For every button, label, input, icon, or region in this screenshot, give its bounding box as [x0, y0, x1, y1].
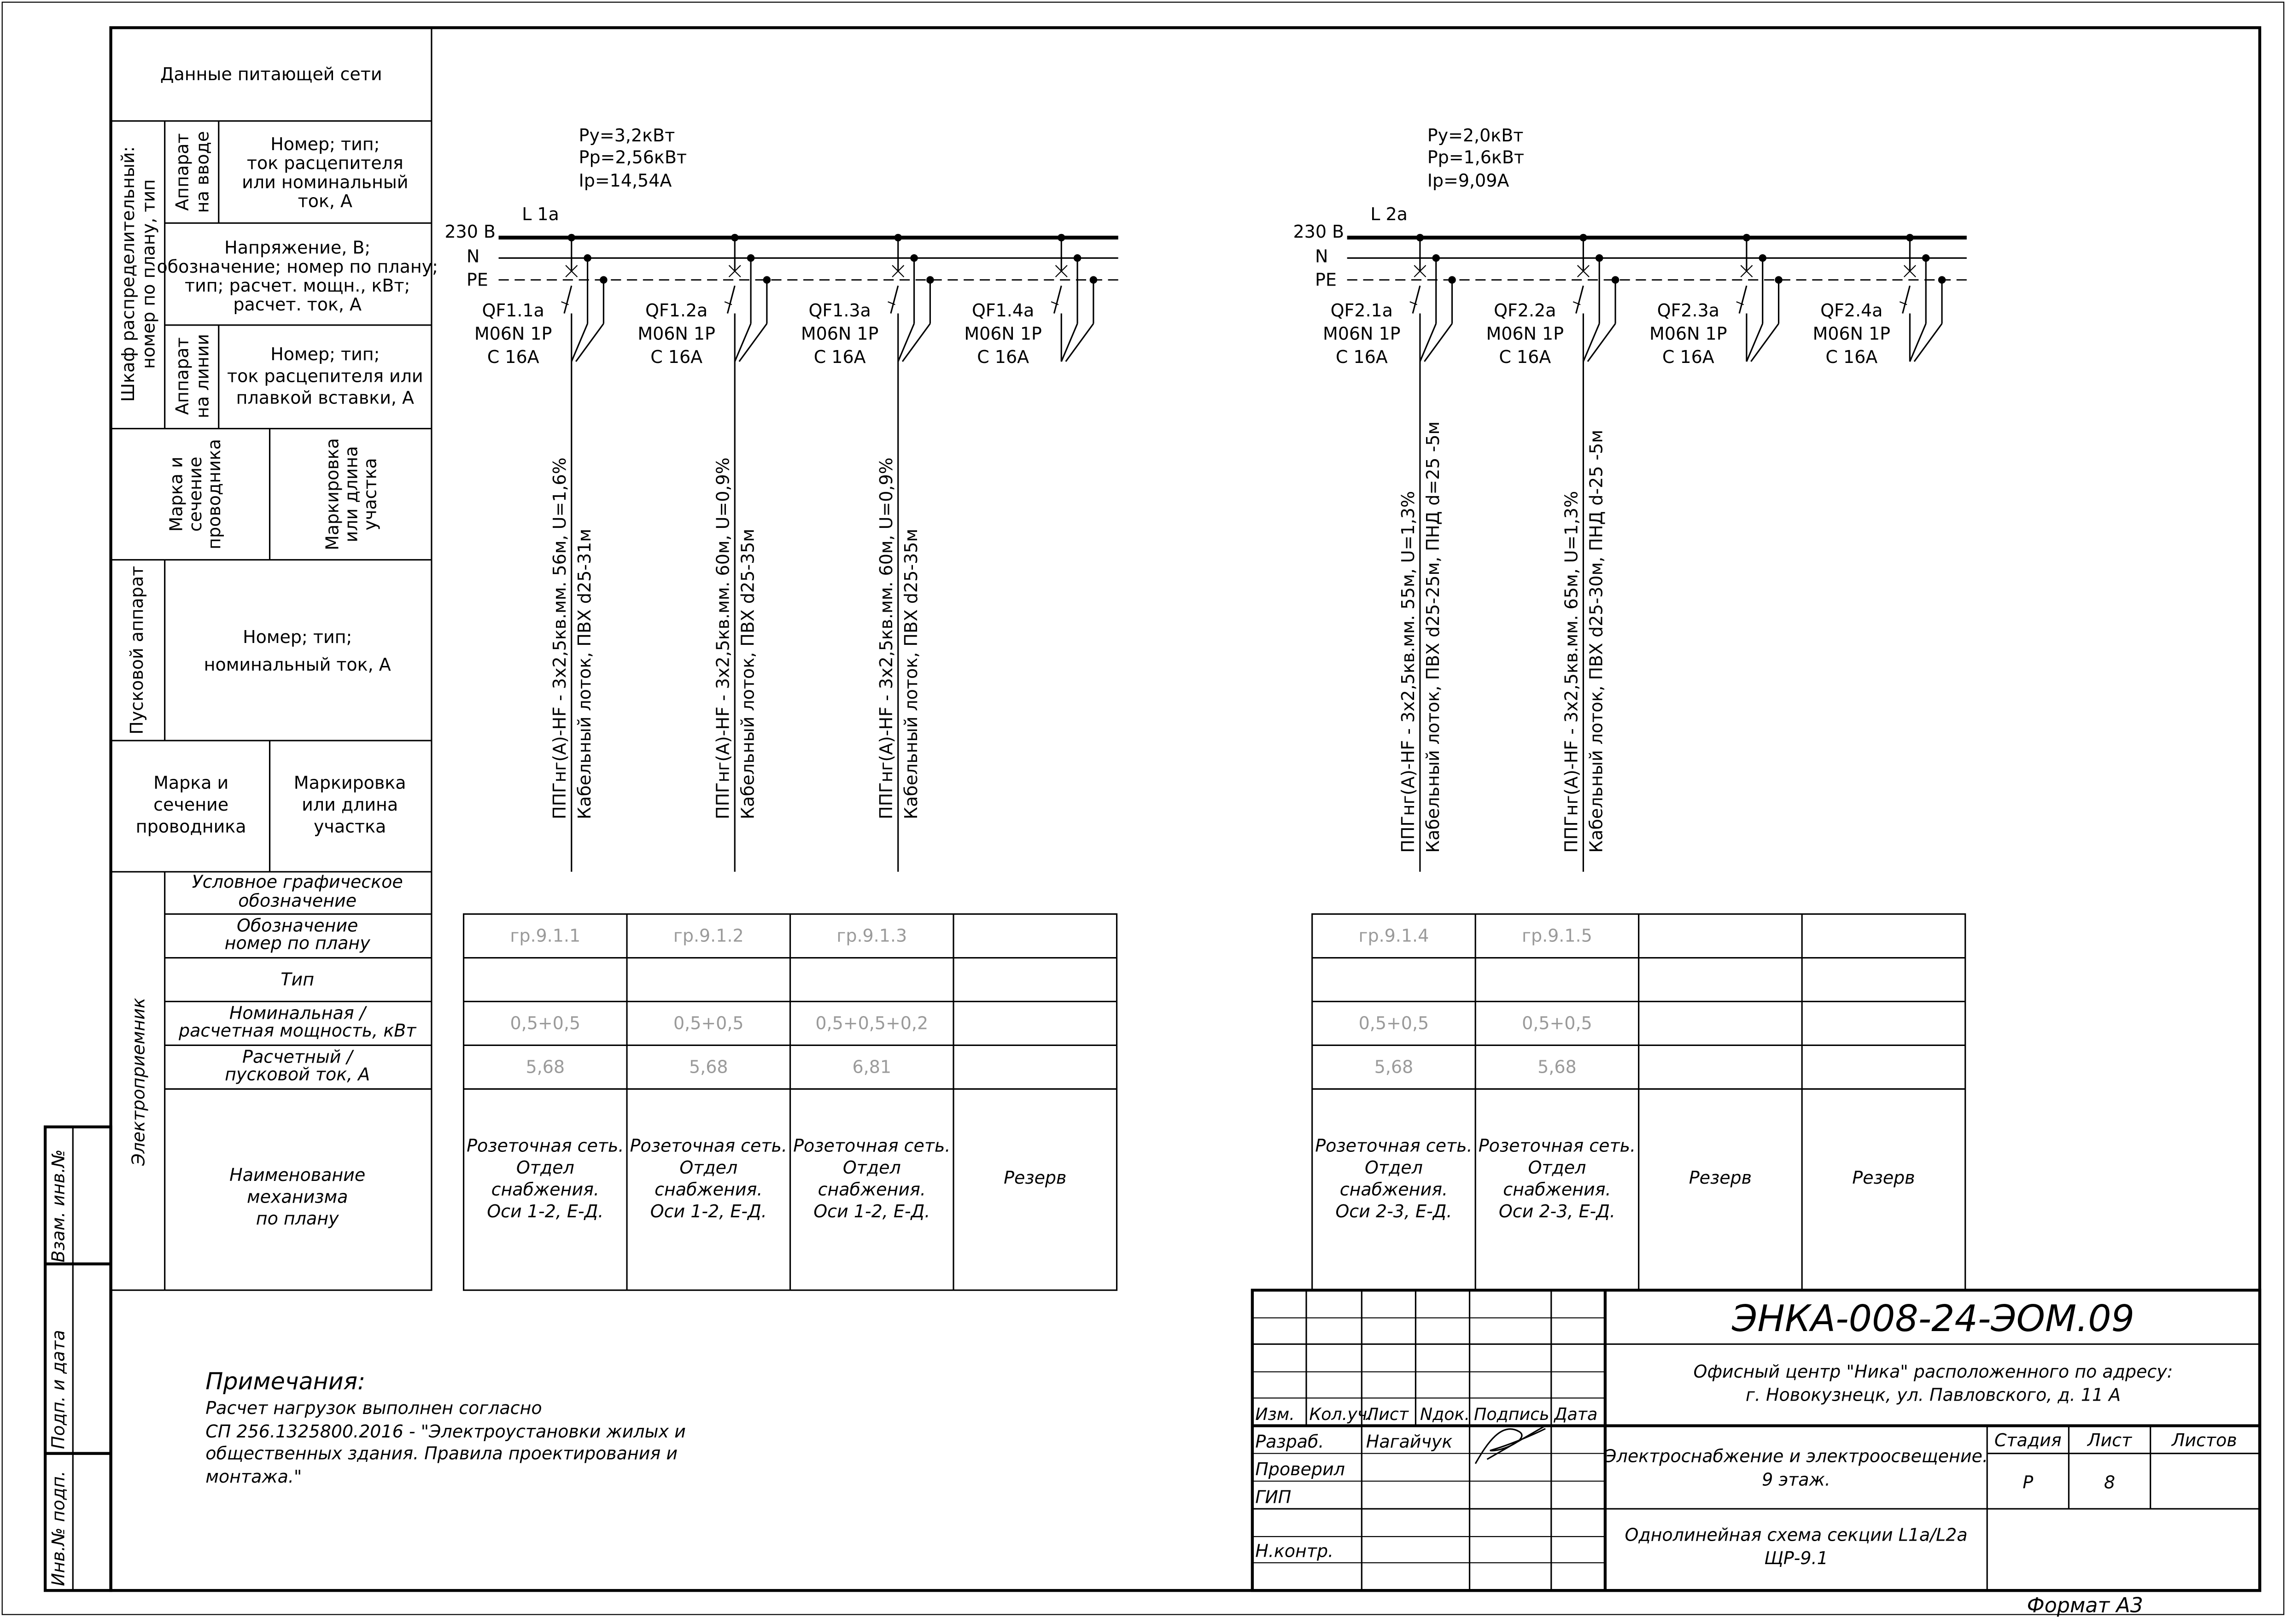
legend-cabinet — [118, 146, 158, 402]
consumer-name-line: Розеточная сеть. — [1315, 1135, 1473, 1156]
cable-spec: ППГнг(А)-HF - 3х2,5кв.мм. 55м, U=1,3% — [1398, 491, 1419, 853]
cable-route: Кабельный лоток, ПВХ d25-35м — [737, 528, 758, 819]
stage-label: Стадия — [1994, 1430, 2062, 1450]
consumer-table-1 — [1312, 914, 1965, 1291]
breaker-label — [1812, 300, 1890, 367]
svg-text:Наименование: Наименование — [229, 1164, 366, 1185]
svg-text:Ip=14,54А: Ip=14,54А — [579, 170, 672, 191]
consumer-name-line: Резерв — [1004, 1168, 1067, 1188]
breaker-label-line: C 16A — [1825, 347, 1878, 368]
cable-route: Кабельный лоток, ПВХ d25-25м, ПНД d=25 -5м — [1423, 421, 1444, 853]
consumer-table-0 — [464, 914, 1117, 1291]
svg-text:расчетная мощность, кВт: расчетная мощность, кВт — [178, 1020, 416, 1041]
legend-wire-marking — [322, 438, 380, 550]
breaker-symbol — [561, 238, 604, 362]
bus-pe-label: PE — [466, 269, 488, 290]
svg-text:Py=3,2кВт: Py=3,2кВт — [579, 125, 675, 146]
breaker-label-line: M06N 1P — [637, 323, 715, 344]
drawing-line-2: ЩР-9.1 — [1764, 1548, 1828, 1569]
svg-text:Кол.уч.: Кол.уч. — [1309, 1404, 1373, 1424]
breaker-label — [474, 300, 552, 367]
consumer-name-line: Отдел — [679, 1157, 738, 1178]
svg-text:проводника: проводника — [135, 816, 246, 837]
breaker-label — [964, 300, 1042, 367]
bus-voltage-label-2: 230 В — [1293, 221, 1345, 242]
consumer-name-line: Отдел — [842, 1157, 901, 1178]
breaker-label-line: C 16A — [650, 347, 703, 368]
legend-consumer-rows — [178, 872, 417, 1229]
svg-text:Расчетный /: Расчетный / — [242, 1046, 353, 1067]
feeder-0-2 — [793, 234, 950, 1221]
consumer-name-line: снабжения. — [491, 1179, 599, 1200]
cable-spec: ППГнг(А)-HF - 3х2,5кв.мм. 60м, U=0,9% — [713, 457, 733, 819]
current-value: 5,68 — [1538, 1057, 1577, 1077]
breaker-symbol — [1410, 238, 1452, 362]
breaker-label-line: C 16A — [813, 347, 866, 368]
developer-name: Нагайчук — [1366, 1431, 1453, 1452]
stamp-replace-inv: Взам. инв.№ — [48, 1149, 69, 1263]
consumer-name-line: Оси 1-2, Е-Д. — [487, 1201, 604, 1221]
breaker-symbol — [1900, 238, 1942, 362]
feeder-0-0 — [467, 234, 624, 1221]
breaker-label — [801, 300, 879, 367]
consumer-name — [630, 1135, 787, 1221]
breaker-label — [637, 300, 715, 367]
svg-text:участка: участка — [313, 816, 386, 837]
breaker-label-line: QF2.2a — [1494, 300, 1556, 321]
breaker-symbol — [1736, 238, 1779, 362]
consumer-name-line: Оси 1-2, Е-Д. — [650, 1201, 767, 1221]
cable-spec: ППГнг(А)-HF - 3х2,5кв.мм. 65м, U=1,3% — [1561, 491, 1582, 853]
notes-line-4: монтажа." — [205, 1466, 302, 1487]
svg-text:ток расцепителя: ток расцепителя — [246, 153, 403, 174]
object-line-2: г. Новокузнецк, ул. Павловского, д. 11 А — [1745, 1384, 2121, 1405]
breaker-label-line: QF2.1a — [1330, 300, 1393, 321]
consumer-name-line: Розеточная сеть. — [467, 1135, 624, 1156]
legend-network-data: Данные питающей сети — [160, 64, 382, 85]
group-designation: гр.9.1.2 — [673, 925, 744, 946]
svg-text:Марка и: Марка и — [166, 456, 187, 532]
svg-text:Номер; тип;: Номер; тип; — [243, 626, 352, 647]
feeder-group-1 — [1312, 234, 1965, 1290]
consumer-name-line: снабжения. — [1503, 1179, 1611, 1200]
legend-input-device — [172, 131, 212, 213]
svg-text:пусковой ток, А: пусковой ток, А — [225, 1064, 370, 1085]
consumer-name-line: снабжения. — [1339, 1179, 1448, 1200]
svg-text:или длина: или длина — [302, 794, 398, 815]
svg-text:Ip=9,09А: Ip=9,09А — [1427, 170, 1509, 191]
svg-text:ток расцепителя или: ток расцепителя или — [227, 366, 423, 386]
consumer-name — [1315, 1135, 1472, 1221]
consumer-name-line: снабжения. — [655, 1179, 763, 1200]
breaker-label-line: C 16A — [1662, 347, 1714, 368]
svg-text:Nдок.: Nдок. — [1420, 1404, 1470, 1424]
svg-text:обозначение: обозначение — [238, 890, 357, 911]
current-value: 5,68 — [1374, 1057, 1414, 1077]
svg-text:Номер; тип;: Номер; тип; — [270, 134, 380, 155]
svg-text:Условное графическое: Условное графическое — [192, 871, 403, 892]
svg-text:номинальный ток, А: номинальный ток, А — [204, 654, 391, 675]
notes-line-1: Расчет нагрузок выполнен согласно — [205, 1398, 542, 1419]
consumer-name — [1689, 1168, 1752, 1188]
svg-text:Аппарат: Аппарат — [172, 133, 193, 211]
svg-text:расчет. ток, А: расчет. ток, А — [233, 294, 362, 315]
svg-text:Маркировка: Маркировка — [293, 772, 406, 793]
breaker-symbol — [725, 238, 767, 362]
group-l2a — [1293, 125, 1967, 290]
bus-n-label-2: N — [1315, 246, 1328, 267]
svg-text:Обозначение: Обозначение — [236, 915, 358, 936]
svg-text:Номер; тип;: Номер; тип; — [270, 344, 380, 364]
svg-text:ГИП: ГИП — [1255, 1487, 1292, 1507]
breaker-label-line: QF1.2a — [645, 300, 708, 321]
breaker-label-line: QF2.4a — [1820, 300, 1883, 321]
group-designation: гр.9.1.4 — [1358, 925, 1429, 946]
breaker-label-line: M06N 1P — [1322, 323, 1401, 344]
notes-line-3: общественных здания. Правила проектирования и — [205, 1443, 678, 1464]
format-label: Формат А3 — [2027, 1594, 2143, 1617]
svg-text:Аппарат: Аппарат — [172, 337, 193, 415]
consumer-name-line: Розеточная сеть. — [630, 1135, 787, 1156]
svg-text:Напряжение, В;: Напряжение, В; — [224, 237, 371, 258]
breaker-label-line: C 16A — [1499, 347, 1551, 368]
sheets-label: Листов — [2171, 1430, 2237, 1450]
legend-line-device — [172, 334, 212, 418]
svg-text:Py=2,0кВт: Py=2,0кВт — [1427, 125, 1524, 146]
svg-text:сечение: сечение — [153, 794, 229, 815]
stage-value: Р — [2023, 1472, 2034, 1493]
breaker-label-line: M06N 1P — [1486, 323, 1564, 344]
breaker-label-line: QF1.1a — [482, 300, 544, 321]
sheet-value: 8 — [2104, 1472, 2116, 1493]
feeder-group-0 — [464, 234, 1117, 1290]
breaker-label-line: M06N 1P — [964, 323, 1042, 344]
cable-route: Кабельный лоток, ПВХ d25-30м, ПНД d-25 -5м — [1586, 430, 1607, 853]
svg-text:Номинальная /: Номинальная / — [229, 1003, 366, 1023]
consumer-name-line: Отдел — [516, 1157, 574, 1178]
feeder-1-0 — [1315, 234, 1472, 1221]
power-value: 0,5+0,5 — [1522, 1013, 1592, 1034]
svg-text:на вводе: на вводе — [192, 131, 213, 213]
current-value: 5,68 — [689, 1057, 728, 1077]
svg-text:Pp=2,56кВт: Pp=2,56кВт — [579, 147, 687, 168]
svg-text:Проверил: Проверил — [1255, 1459, 1345, 1480]
breaker-symbol — [888, 238, 930, 362]
cable-spec: ППГнг(А)-HF - 3х2,5кв.мм. 60м, U=0,9% — [876, 457, 897, 819]
breaker-label-line: C 16A — [977, 347, 1029, 368]
breaker-symbol — [1573, 238, 1615, 362]
svg-text:номер по плану: номер по плану — [224, 933, 370, 953]
breaker-label-line: QF1.4a — [971, 300, 1035, 321]
section-line-1: Электроснабжение и электроосвещение. — [1604, 1446, 1988, 1466]
svg-text:сечение: сечение — [185, 456, 205, 532]
cable-route: Кабельный лоток, ПВХ d25-31м — [574, 528, 595, 819]
breaker-label-line: QF1.3a — [808, 300, 871, 321]
group-designation: гр.9.1.3 — [836, 925, 907, 946]
svg-text:или номинальный: или номинальный — [242, 172, 409, 193]
breaker-label-line: M06N 1P — [801, 323, 879, 344]
svg-text:ток, А: ток, А — [298, 191, 353, 211]
svg-text:по плану: по плану — [256, 1208, 339, 1229]
stamp-inv-sign: Инв.№ подп. — [48, 1471, 69, 1586]
legend-voltage-desc — [157, 238, 438, 315]
breaker-label — [1649, 300, 1727, 367]
svg-text:Н.контр.: Н.контр. — [1255, 1541, 1334, 1561]
svg-text:Дата: Дата — [1554, 1404, 1598, 1424]
consumer-name-line: Резерв — [1852, 1168, 1915, 1188]
svg-text:плавкой вставки, А: плавкой вставки, А — [236, 387, 415, 408]
group-designation: гр.9.1.1 — [510, 925, 581, 946]
breaker-label-line: C 16A — [1335, 347, 1388, 368]
breaker-label-line: QF2.3a — [1657, 300, 1719, 321]
line-label-l1a: L 1a — [522, 204, 559, 224]
group-l1a — [444, 125, 1118, 290]
left-stamp — [45, 1127, 111, 1591]
consumer-name-line: Розеточная сеть. — [1478, 1135, 1636, 1156]
current-value: 6,81 — [852, 1057, 892, 1077]
svg-text:тип; расчет. мощн., кВт;: тип; расчет. мощн., кВт; — [185, 275, 410, 296]
svg-text:проводника: проводника — [204, 439, 224, 549]
power-value: 0,5+0,5 — [510, 1013, 581, 1034]
svg-text:номер по плану, тип: номер по плану, тип — [138, 179, 159, 369]
signature-mark — [1475, 1426, 1545, 1464]
current-value: 5,68 — [526, 1057, 565, 1077]
breaker-label-line: M06N 1P — [1649, 323, 1727, 344]
power-value: 0,5+0,5 — [1358, 1013, 1429, 1034]
svg-text:Подпись: Подпись — [1473, 1404, 1549, 1424]
legend-wire2 — [136, 772, 246, 836]
stamp-sign-date: Подп. и дата — [48, 1330, 69, 1449]
svg-text:Pp=1,6кВт: Pp=1,6кВт — [1427, 147, 1525, 168]
object-line-1: Офисный центр "Ника" расположенного по адресу: — [1693, 1361, 2173, 1382]
consumer-name-line: Отдел — [1528, 1157, 1586, 1178]
legend-wire2-marking — [294, 772, 406, 836]
consumer-name-line: снабжения. — [818, 1179, 926, 1200]
consumer-name — [1852, 1168, 1915, 1188]
legend-line-device-desc — [227, 344, 423, 408]
bus-voltage-label: 230 В — [444, 221, 496, 242]
consumer-name-line: Резерв — [1689, 1168, 1752, 1188]
feeders — [464, 234, 1965, 1290]
sheet-label: Лист — [2087, 1430, 2132, 1450]
power-value: 0,5+0,5 — [673, 1013, 744, 1034]
consumer-name — [793, 1135, 950, 1221]
svg-text:Лист: Лист — [1366, 1404, 1409, 1424]
breaker-label-line: M06N 1P — [1812, 323, 1891, 344]
consumer-name — [1479, 1135, 1636, 1221]
consumer-name — [467, 1135, 624, 1221]
doc-code: ЭНКА-008-24-ЭОМ.09 — [1732, 1297, 2134, 1340]
consumer-name — [1004, 1168, 1066, 1188]
power-value: 0,5+0,5+0,2 — [815, 1013, 929, 1034]
legend-wire — [166, 439, 224, 549]
feeder-1-1 — [1479, 234, 1636, 1221]
svg-text:Шкаф распределительный:: Шкаф распределительный: — [118, 146, 139, 402]
feeder-0-1 — [630, 234, 787, 1221]
svg-text:Марка и: Марка и — [153, 772, 229, 793]
title-block — [1252, 1290, 2260, 1590]
cable-route: Кабельный лоток, ПВХ d25-35м — [900, 528, 921, 819]
drawing-line-1: Однолинейная схема секции L1a/L2a — [1625, 1525, 1968, 1545]
svg-text:Разраб.: Разраб. — [1255, 1431, 1324, 1452]
consumer-name-line: Отдел — [1364, 1157, 1423, 1178]
legend-starter: Пусковой аппарат — [127, 566, 147, 735]
svg-text:участка: участка — [360, 458, 380, 531]
bus-n-label: N — [466, 246, 480, 267]
svg-text:Маркировка: Маркировка — [322, 438, 343, 550]
notes-line-2: СП 256.1325800.2016 - "Электроустановки жилых и — [205, 1421, 686, 1442]
legend-column — [111, 28, 438, 1290]
group-designation: гр.9.1.5 — [1522, 925, 1592, 946]
title-roles — [1255, 1431, 1345, 1561]
breaker-symbol — [1051, 238, 1093, 362]
consumer-name-line: Оси 1-2, Е-Д. — [813, 1201, 930, 1221]
svg-text:или длина: или длина — [341, 446, 362, 543]
legend-consumer: Электроприемник — [128, 998, 149, 1166]
legend-input-device-desc — [242, 134, 408, 211]
breaker-label — [1486, 300, 1564, 367]
line-label-l2a: L 2a — [1370, 204, 1408, 224]
svg-text:обозначение; номер по плану;: обозначение; номер по плану; — [157, 256, 438, 277]
consumer-name-line: Оси 2-3, Е-Д. — [1498, 1201, 1615, 1221]
svg-text:Изм.: Изм. — [1255, 1404, 1295, 1424]
section-line-2: 9 этаж. — [1762, 1469, 1830, 1490]
bus-pe-label-2: PE — [1315, 269, 1337, 290]
svg-text:механизма: механизма — [247, 1186, 348, 1207]
notes-title: Примечания: — [205, 1367, 366, 1395]
group-l1a-load — [579, 125, 687, 191]
breaker-label — [1323, 300, 1401, 367]
breaker-label-line: M06N 1P — [474, 323, 552, 344]
cable-spec: ППГнг(А)-HF - 3х2,5кв.мм. 56м, U=1,6% — [550, 457, 570, 819]
notes — [205, 1367, 685, 1487]
breaker-label-line: C 16A — [487, 347, 539, 368]
svg-text:Тип: Тип — [281, 969, 315, 990]
consumer-name-line: Оси 2-3, Е-Д. — [1335, 1201, 1452, 1221]
consumer-name-line: Розеточная сеть. — [793, 1135, 951, 1156]
legend-starter-desc — [204, 627, 391, 675]
group-l2a-load — [1427, 125, 1524, 191]
svg-text:на линии: на линии — [192, 333, 213, 419]
